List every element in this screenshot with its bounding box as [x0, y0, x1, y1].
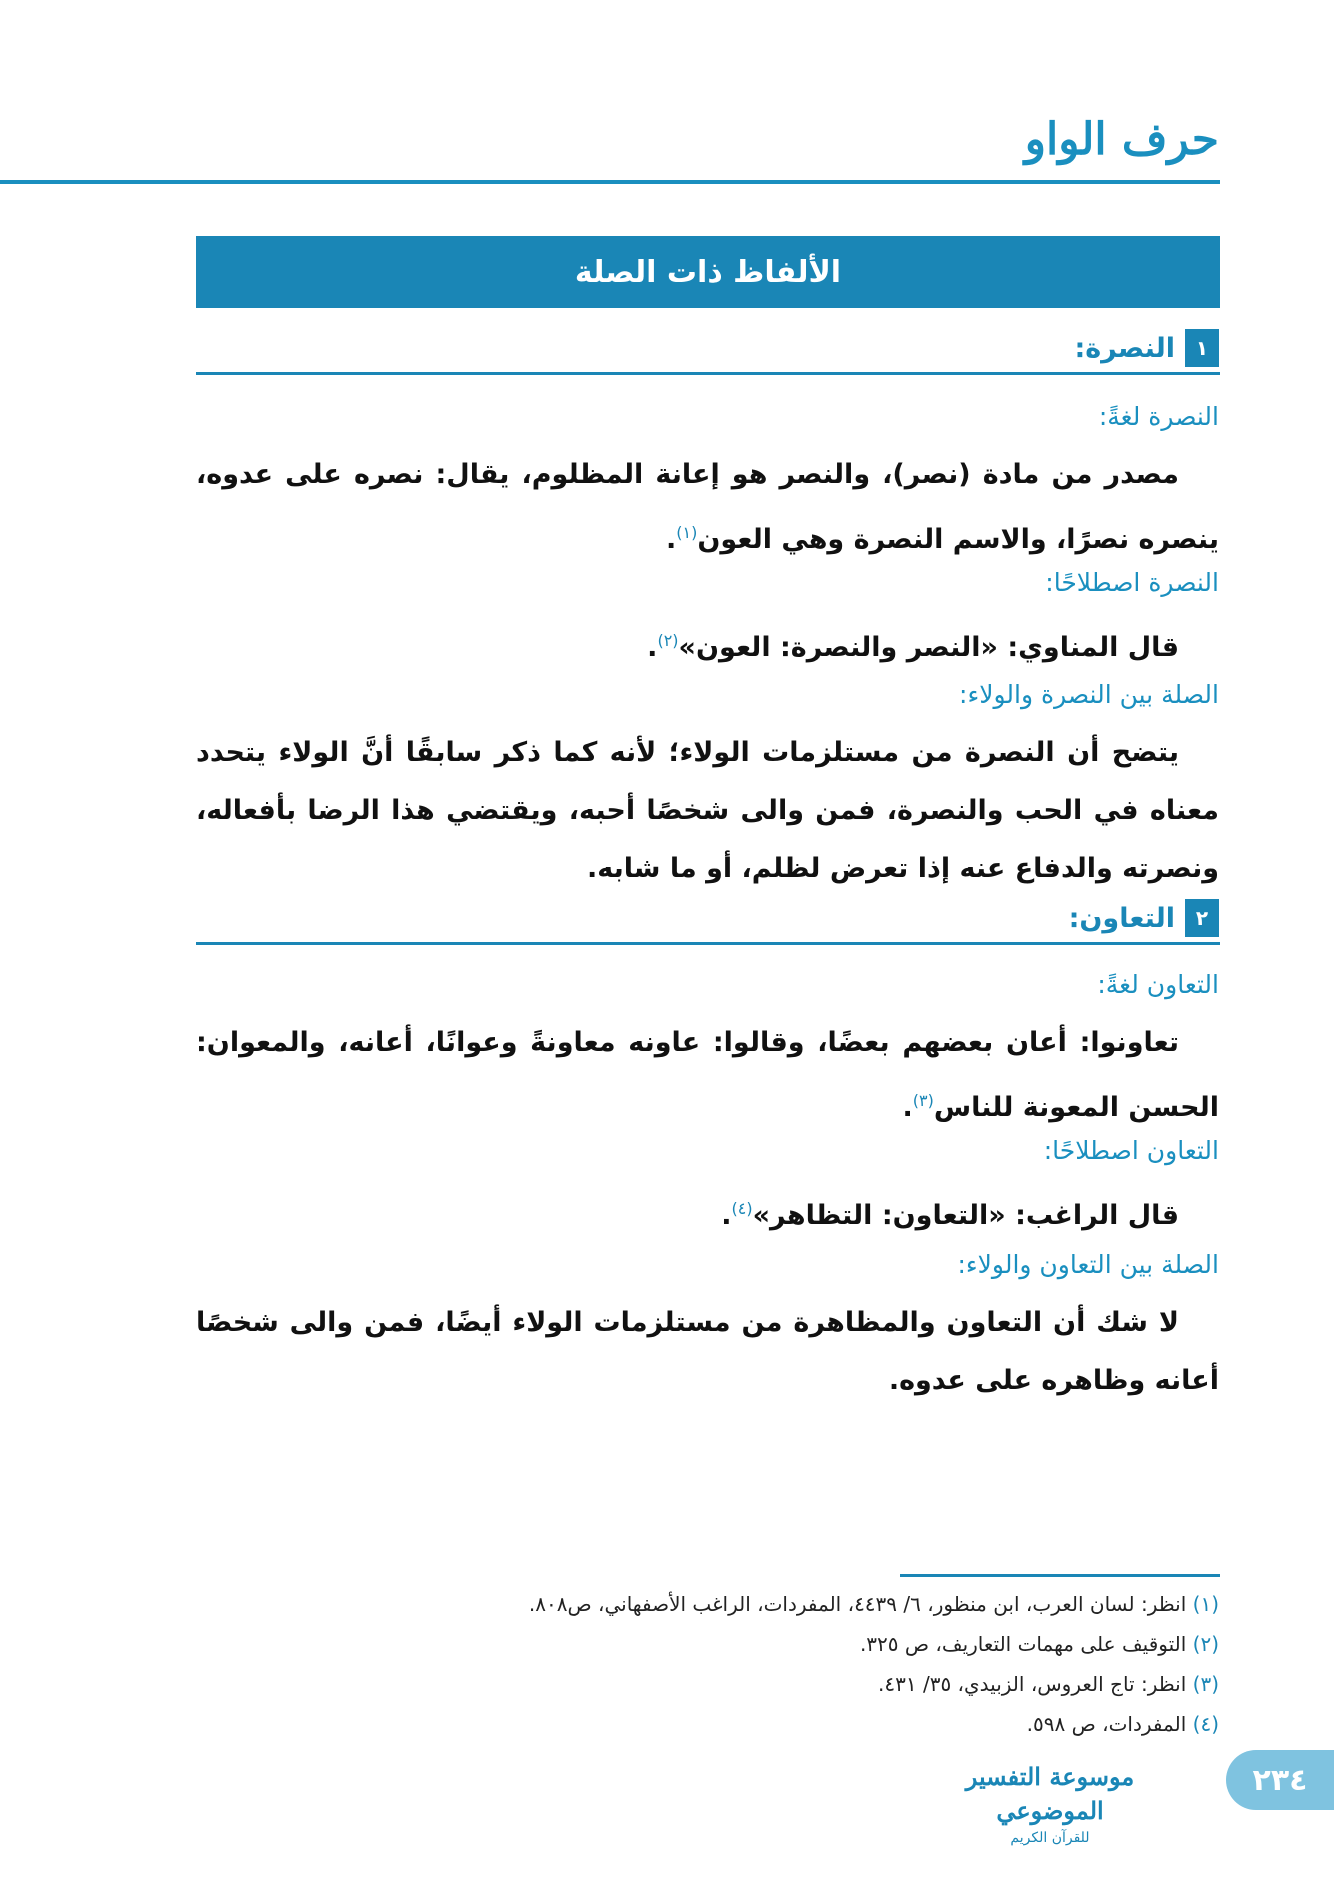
- footnote-text-2: التوقيف على مهمات التعاريف، ص ٣٢٥.: [859, 1632, 1187, 1656]
- paragraph-relation-1: يتضح أن النصرة من مستلزمات الولاء؛ لأنه كما ذكر سابقًا أنَّ الولاء يتحدد معناه في الحب والنصرة، فمن والى شخصًا أحبه، ويقتضي هذا الرضا بأفعاله، ونصرته والدفاع عنه إذا تعرض لظلم، أو ما شابه.: [196, 737, 1219, 884]
- footnote-2: [860, 1634, 1219, 1654]
- paragraph-lang-1-text: مصدر من مادة (نصر)، والنصر هو إعانة المظلوم، يقال: نصره على عدوه، ينصره نصرًا، والاسم النصرة وهي العون: [196, 459, 1219, 555]
- subsection-heading-2: [1069, 898, 1219, 938]
- footnote-3: [878, 1674, 1219, 1694]
- paragraph-term-1-text: قال المناوي: «النصر والنصرة: العون»: [678, 632, 1179, 663]
- paragraph-lang-2-text: تعاونوا: أعان بعضهم بعضًا، وقالوا: عاونه معاونةً وعوانًا، أعانه، والمعوان: الحسن المعونة للناس: [196, 1027, 1219, 1123]
- logo-line-2: للقرآن الكريم: [1010, 1830, 1090, 1846]
- running-head-title: حرف الواو: [1024, 114, 1219, 165]
- section-title: الألفاظ ذات الصلة: [574, 254, 842, 290]
- subsection-number-2: ٢: [1185, 899, 1219, 937]
- label-relation-2: الصلة بين التعاون والولاء:: [957, 1250, 1219, 1279]
- footnote-ref-2[interactable]: (٢): [657, 631, 679, 650]
- paragraph-term-2-text: قال الراغب: «التعاون: التظاهر»: [752, 1200, 1179, 1231]
- subsection-title-1: النصرة:: [1074, 332, 1175, 364]
- paragraph-relation-2: لا شك أن التعاون والمظاهرة من مستلزمات الولاء أيضًا، فمن والى شخصًا أعانه وظاهره على عدوه.: [196, 1307, 1219, 1396]
- paragraph-lang-1: مصدر من مادة (نصر)، والنصر هو إعانة المظلوم، يقال: نصره على عدوه، ينصره نصرًا، والاسم النصرة وهي العون$^{(١)}$.: [196, 459, 1219, 555]
- label-lang-2: التعاون لغةً:: [1097, 970, 1219, 999]
- footnote-text-3: انظر: تاج العروس، الزبيدي، ٣٥/ ٤٣١.: [878, 1672, 1187, 1696]
- subsection-heading-1: [1074, 328, 1219, 368]
- label-term-2: التعاون اصطلاحًا:: [1043, 1136, 1219, 1165]
- page-number: ٢٣٤: [1226, 1750, 1334, 1810]
- encyclopedia-logo: [920, 1760, 1180, 1846]
- footnote-rule: [900, 1574, 1220, 1577]
- paragraph-term-1: قال المناوي: «النصر والنصرة: العون»$^{(٢)}$.: [647, 631, 1179, 663]
- paragraph-lang-2: تعاونوا: أعان بعضهم بعضًا، وقالوا: عاونه معاونةً وعوانًا، أعانه، والمعوان: الحسن المعونة للناس$^{(٣)}$.: [196, 1027, 1219, 1123]
- logo-line-1: موسوعة التفسير الموضوعي: [965, 1762, 1135, 1825]
- footnote-text-1: انظر: لسان العرب، ابن منظور، ٦/ ٤٤٣٩، المفردات، الراغب الأصفهاني، ص٨٠٨.: [528, 1592, 1187, 1616]
- footnote-1: [529, 1594, 1219, 1614]
- label-term-1: النصرة اصطلاحًا:: [1045, 568, 1219, 597]
- subsection-rule-1: [196, 372, 1220, 375]
- paragraph-term-2: قال الراغب: «التعاون: التظاهر»$^{(٤)}$.: [721, 1199, 1179, 1231]
- footnote-ref-1[interactable]: (١): [676, 523, 698, 542]
- subsection-rule-2: [196, 942, 1220, 945]
- footnote-4: [1027, 1714, 1219, 1734]
- footnote-number-2: (٢): [1192, 1632, 1219, 1656]
- subsection-title-2: التعاون:: [1068, 902, 1175, 934]
- footnote-text-4: المفردات، ص ٥٩٨.: [1026, 1712, 1187, 1736]
- footnote-number-1: (١): [1192, 1592, 1219, 1616]
- footnote-number-4: (٤): [1192, 1712, 1219, 1736]
- header-rule: [0, 180, 1220, 184]
- section-banner: [196, 236, 1220, 308]
- label-relation-1: الصلة بين النصرة والولاء:: [959, 680, 1219, 709]
- footnote-ref-4[interactable]: (٤): [731, 1199, 753, 1218]
- footnote-ref-3[interactable]: (٣): [912, 1091, 934, 1110]
- footnote-number-3: (٣): [1192, 1672, 1219, 1696]
- label-lang-1: النصرة لغةً:: [1098, 402, 1219, 431]
- subsection-number-1: ١: [1185, 329, 1219, 367]
